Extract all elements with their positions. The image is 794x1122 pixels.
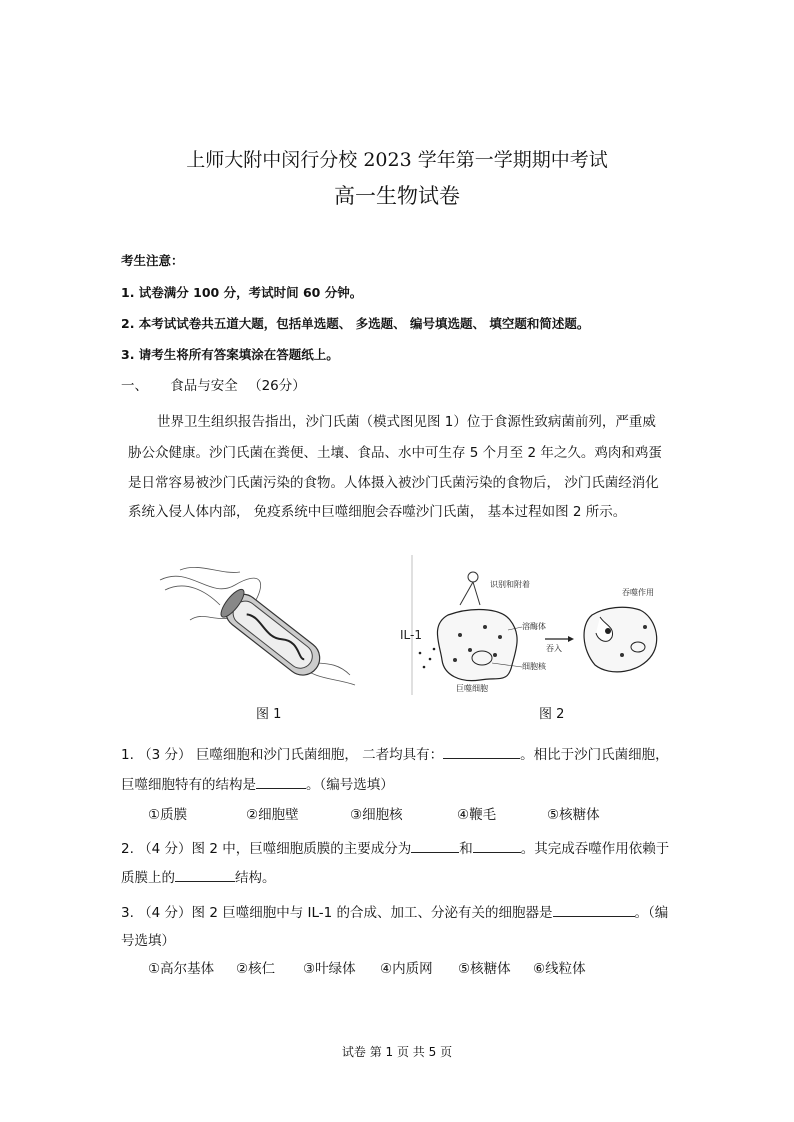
q3-option-3: ③叶绿体	[303, 961, 356, 977]
q1-line-2	[121, 773, 394, 793]
q1-text-c: 巨噬细胞特有的结构是	[121, 777, 256, 793]
q2-text-e: 结构。	[235, 870, 276, 886]
q3-line-2: 号选填）	[121, 933, 175, 949]
q3-blank-1[interactable]	[553, 902, 635, 917]
figure-1-salmonella-diagram	[150, 560, 360, 690]
notice-item-3: 3. 请考生将所有答案填涂在答题纸上。	[121, 347, 339, 362]
q2-text-b: 和	[459, 841, 473, 857]
label-phagocytosis: 吞噬作用	[622, 588, 654, 597]
q1-option-5: ⑤核糖体	[547, 807, 600, 823]
figure-2-macrophage-diagram	[400, 555, 690, 695]
q3-option-6: ⑥线粒体	[533, 961, 586, 977]
passage-line-2: 胁公众健康。沙门氏菌在粪便、土壤、食品、水中可生存 5 个月至 2 年之久。鸡肉和鸡蛋	[128, 445, 662, 461]
passage-line-4: 系统入侵人体内部， 免疫系统中巨噬细胞会吞噬沙门氏菌， 基本过程如图 2 所示。	[128, 504, 627, 520]
label-il1: IL-1	[400, 628, 422, 642]
q3-text-b: 。（编	[634, 905, 669, 921]
q1-text-d: 。（编号选填）	[306, 777, 394, 793]
section-number: 一、	[121, 378, 148, 394]
figure-1-caption: 图 1	[256, 707, 282, 722]
q2-blank-3[interactable]	[175, 867, 235, 882]
section-heading	[121, 374, 306, 394]
exam-title: 上师大附中闵行分校 2023 学年第一学期期中考试	[186, 149, 608, 171]
label-macrophage: 巨噬细胞	[456, 684, 488, 693]
q3-option-4: ④内质网	[380, 961, 433, 977]
section-title: 食品与安全	[170, 378, 238, 394]
q2-blank-2[interactable]	[473, 838, 521, 853]
q2-blank-1[interactable]	[411, 838, 459, 853]
q2-line-2	[121, 866, 276, 886]
q3-option-2: ②核仁	[236, 961, 276, 977]
page-footer: 试卷 第 1 页 共 5 页	[341, 1045, 453, 1059]
q1-blank-2[interactable]	[256, 774, 306, 789]
q1-option-2: ②细胞壁	[246, 807, 299, 823]
q1-text-b: 。相比于沙门氏菌细胞，	[520, 747, 669, 763]
q1-text-a: 1. （3 分） 巨噬细胞和沙门氏菌细胞， 二者均具有：	[121, 747, 444, 763]
figure-2-caption: 图 2	[539, 707, 565, 722]
q1-line-1	[121, 743, 669, 763]
q1-option-1: ①质膜	[148, 807, 188, 823]
q1-blank-1[interactable]	[443, 744, 520, 759]
q2-text-a: 2. （4 分）图 2 中，巨噬细胞质膜的主要成分为	[121, 841, 412, 857]
q1-option-4: ④鞭毛	[457, 807, 497, 823]
passage-line-1: 世界卫生组织报告指出，沙门氏菌（模式图见图 1）位于食源性致病菌前列，严重威	[157, 414, 656, 430]
q3-text-a: 3. （4 分）图 2 巨噬细胞中与 IL-1 的合成、加工、分泌有关的细胞器是	[121, 905, 553, 921]
notice-item-1: 1. 试卷满分 100 分，考试时间 60 分钟。	[121, 285, 363, 300]
q3-line-1	[121, 901, 668, 921]
q3-option-5: ⑤核糖体	[458, 961, 511, 977]
passage-line-3: 是日常容易被沙门氏菌污染的食物。人体摄入被沙门氏菌污染的食物后， 沙门氏菌经消化	[128, 475, 659, 491]
label-lysosome: 溶酶体	[522, 622, 546, 631]
exam-subtitle: 高一生物试卷	[334, 184, 460, 208]
label-nucleus: 细胞核	[522, 662, 546, 671]
q1-option-3: ③细胞核	[350, 807, 403, 823]
q2-text-d: 质膜上的	[121, 870, 175, 886]
section-score: （26分）	[248, 378, 306, 394]
notice-heading: 考生注意：	[121, 253, 184, 268]
label-engulf: 吞入	[546, 644, 562, 653]
q2-line-1	[121, 837, 669, 857]
q2-text-c: 。其完成吞噬作用依赖于	[520, 841, 670, 857]
notice-item-2: 2. 本考试试卷共五道大题，包括单选题、 多选题、 编号填选题、 填空题和简述题。	[121, 316, 590, 331]
q3-option-1: ①高尔基体	[148, 961, 215, 977]
label-recognize: 识别和附着	[490, 580, 530, 589]
